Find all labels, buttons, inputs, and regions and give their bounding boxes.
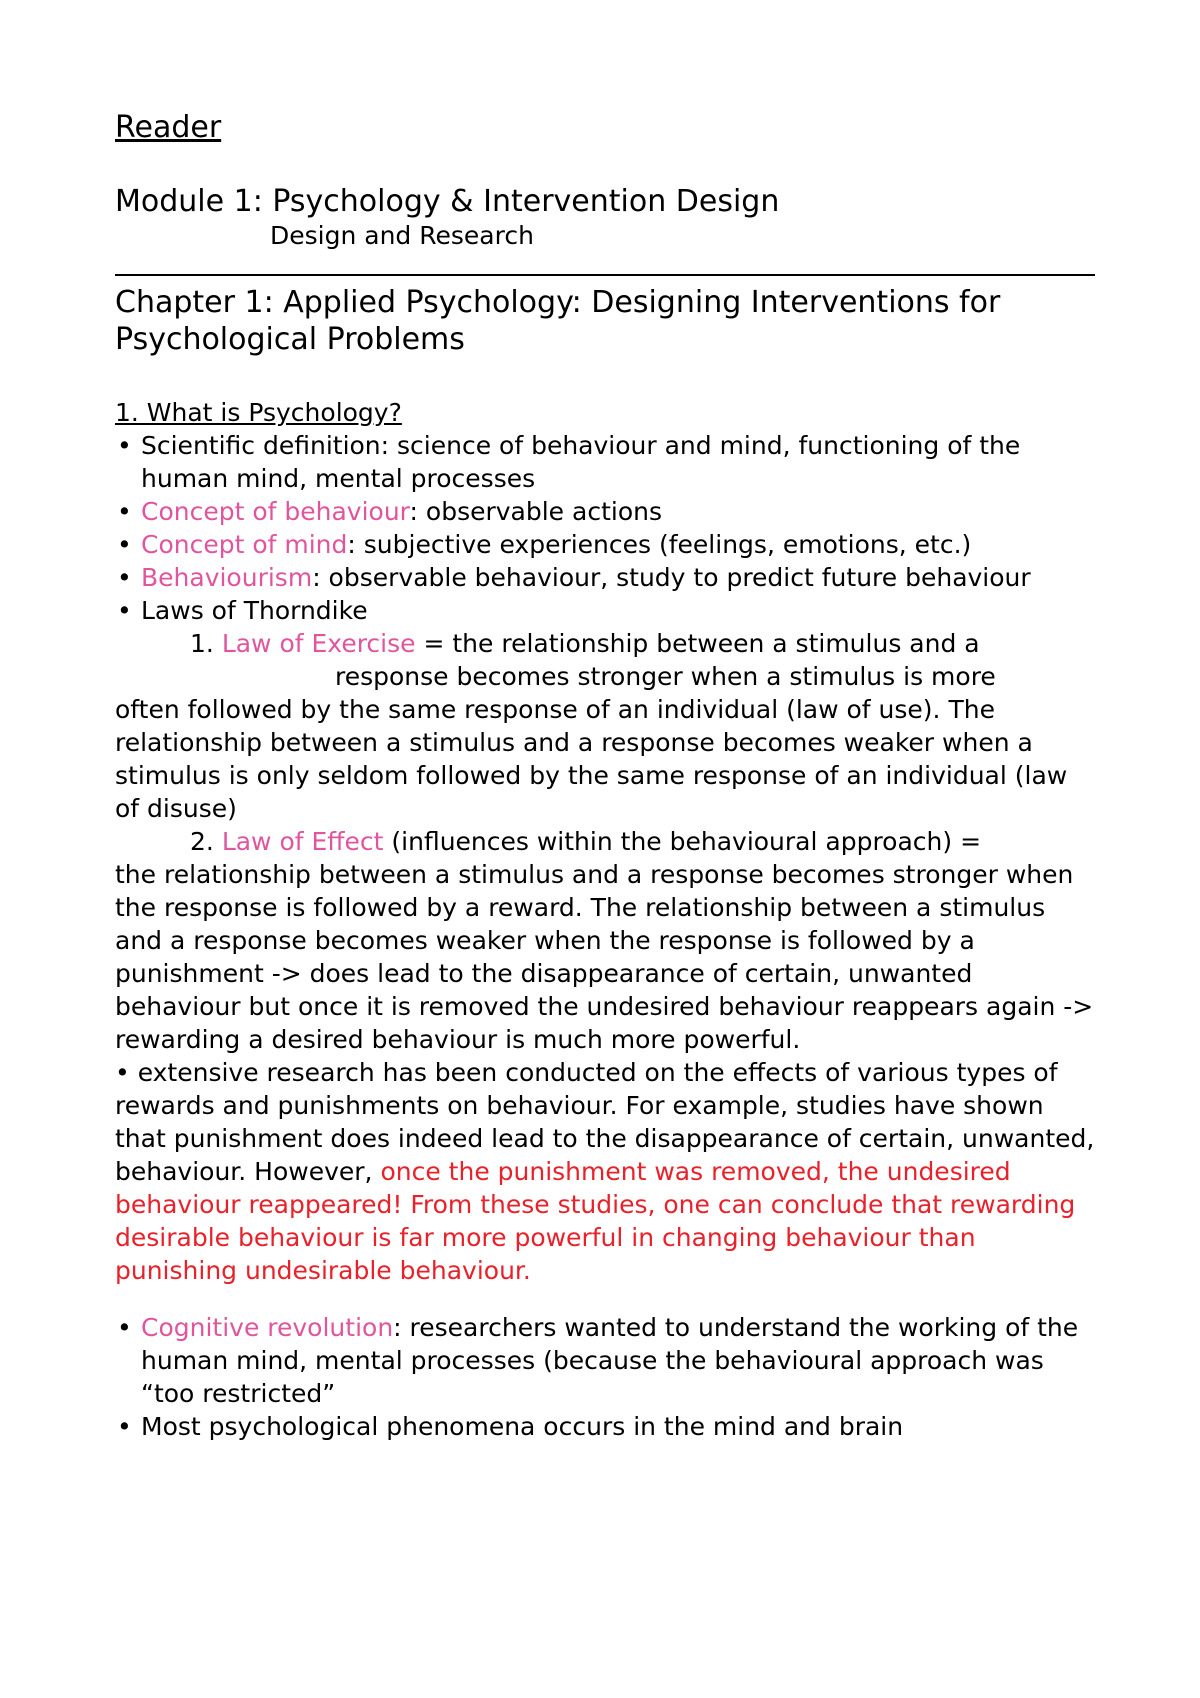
- term-label: Concept of behaviour: [141, 497, 410, 526]
- paragraph-text: • extensive research has been conducted on the effects of various types of rewards and punishments on behaviour. For example, studies have shown that punishment does indeed lead to the disappearance of certain, unwanted, behaviour. However,: [115, 1058, 1095, 1186]
- module-heading: Module 1: Psychology & Intervention Design: [115, 184, 780, 219]
- law-of-effect: [115, 825, 1095, 1056]
- bullet-text: : researchers wanted to understand the working of the human mind, mental processes (because the behavioural approach was “too restricted”: [141, 1313, 1079, 1408]
- section-heading: 1. What is Psychology?: [115, 398, 402, 427]
- term-label: Concept of mind: [141, 530, 348, 559]
- chapter-heading: Chapter 1: Applied Psychology: Designing Interventions for Psychological Problems: [115, 285, 1001, 357]
- law-text: response becomes stronger when a stimulus is more: [335, 662, 996, 691]
- term-label: Law of Exercise: [221, 629, 416, 658]
- document-title: Reader: [115, 110, 222, 145]
- law-text: often followed by the same response of an individual (law of use). The relationship between a stimulus and a response becomes weaker when a stimulus is only seldom followed by the same response of an individual (law of disuse): [115, 695, 1068, 823]
- spacer: [115, 1287, 1095, 1311]
- list-item: [115, 594, 1095, 627]
- list-item: [115, 495, 1095, 528]
- term-label: Cognitive revolution: [141, 1313, 394, 1342]
- list-item: [115, 528, 1095, 561]
- cognitive-list: [115, 1311, 1095, 1443]
- law-number: 2.: [190, 827, 222, 856]
- list-item: [115, 1311, 1095, 1410]
- law-text: (influences within the behavioural approach) =: [383, 827, 982, 856]
- horizontal-rule: [115, 274, 1095, 276]
- list-item: [115, 1410, 1095, 1443]
- bullet-text: Laws of Thorndike: [141, 596, 368, 625]
- definition-list: [115, 429, 1095, 627]
- document-page: [115, 110, 1095, 1443]
- term-label: Behaviourism: [141, 563, 313, 592]
- bullet-text: : observable behaviour, study to predict future behaviour: [312, 563, 1031, 592]
- bullet-text: : observable actions: [409, 497, 662, 526]
- law-text: = the relationship between a stimulus and a: [415, 629, 980, 658]
- module-subtitle: Design and Research: [270, 221, 534, 250]
- bullet-text: Scientific definition: science of behaviour and mind, functioning of the human mind, mental processes: [141, 431, 1021, 493]
- law-text: the relationship between a stimulus and a response becomes stronger when the response is followed by a reward. The relationship between a stimulus and a response becomes weaker when the response is followed by a punishment -> does lead to the disappearance of certain, unwanted behaviour but once it is removed the undesired behaviour reappears again -> rewarding a desired behaviour is much more powerful.: [115, 860, 1094, 1054]
- emphasis-text: once the punishment was removed, the undesired behaviour reappeared! From these studies, one can conclude that rewarding desirable behaviour is far more powerful in changing behaviour than punishing undesirable behaviour.: [115, 1157, 1076, 1285]
- bullet-text: : subjective experiences (feelings, emotions, etc.): [347, 530, 972, 559]
- law-number: 1.: [190, 629, 222, 658]
- bullet-text: Most psychological phenomena occurs in the mind and brain: [141, 1412, 904, 1441]
- list-item: [115, 429, 1095, 495]
- term-label: Law of Effect: [221, 827, 384, 856]
- research-paragraph: [115, 1056, 1095, 1287]
- list-item: [115, 561, 1095, 594]
- law-of-exercise: [115, 627, 1095, 825]
